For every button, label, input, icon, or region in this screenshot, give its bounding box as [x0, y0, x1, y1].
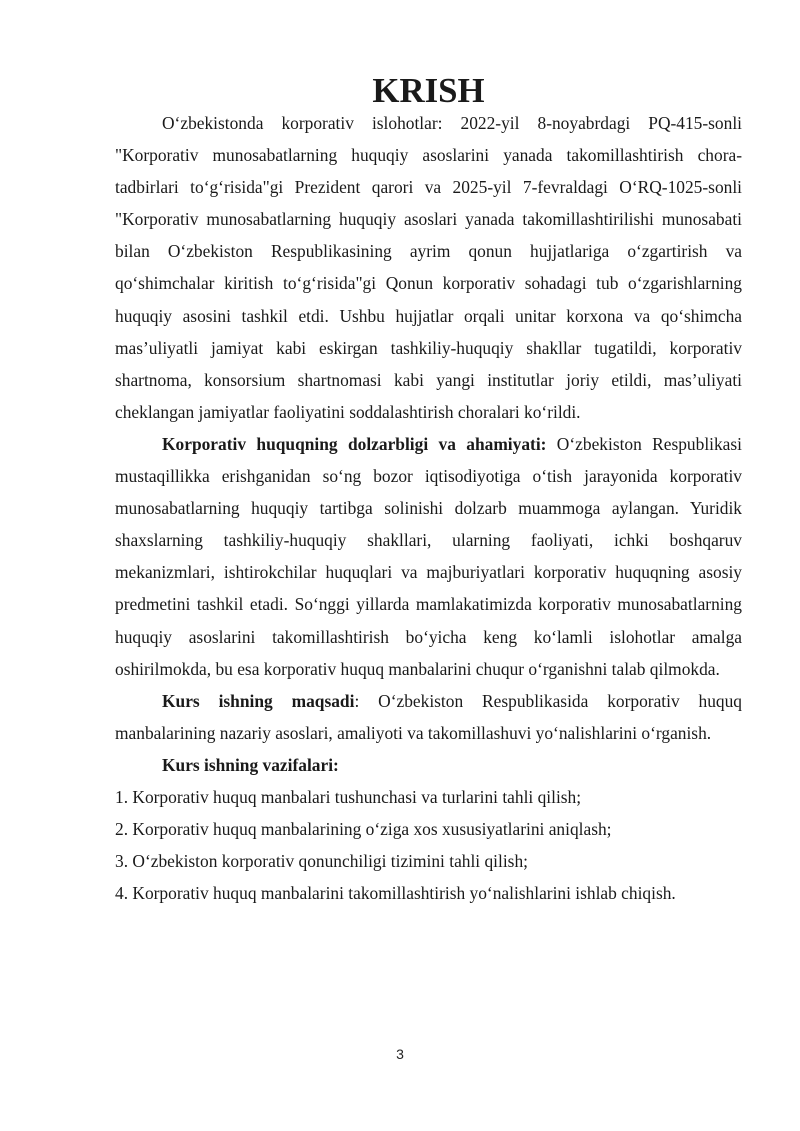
goal-label: Kurs ishning maqsadi: [162, 690, 355, 711]
relevance-label: Korporativ huquqning dolzarbligi va ahamiyati:: [162, 433, 547, 454]
section-title: KRISH: [372, 71, 485, 110]
task-item: 1. Korporativ huquq manbalari tushunchasi va turlarini tahli qilish;: [115, 786, 582, 807]
task-item: 4. Korporativ huquq manbalarini takomillashtirish yo‘nalishlarini ishlab chiqish.: [115, 883, 676, 904]
goal-text: : O‘zbekiston Respublikasida korporativ huquq manbalarining nazariy asoslari, amaliyoti va takomillashuvi yo‘nalishlarini o‘rganish.: [115, 690, 743, 743]
task-item: 2. Korporativ huquq manbalarining o‘ziga xos xususiyatlarini aniqlash;: [115, 819, 612, 840]
task-item: 3. O‘zbekiston korporativ qonunchiligi tizimini tahli qilish;: [115, 851, 528, 872]
relevance-text: O‘zbekiston Respublikasi mustaqillikka erishganidan so‘ng bozor iqtisodiyotiga o‘tish jarayonida korporativ munosabatlarning huquqiy tartibga solinishi dolzarb muammoga aylangan. Yuridik shaxslarning tashkiliy-huquqiy shakllari, ularning faoliyati, ichki boshqaruv mekanizmlari, ishtirokchilar huquqlari va majburiyatlari korporativ huquqning asosiy predmetini tashkil etadi. So‘nggi yillarda mamlakatimizda korporativ munosabatlarning huquqiy asoslarini takomillashtirish bo‘yicha keng ko‘lamli islohotlar amalga oshirilmokda, bu esa korporativ huquq manbalarini chuqur o‘rganishni talab qilmokda.: [115, 433, 743, 679]
document-body: [115, 71, 743, 909]
intro-paragraph: O‘zbekistonda korporativ islohotlar: 2022-yil 8-noyabrdagi PQ-415-sonli "Korporativ munosabatlarning huquqiy asoslarini yanada takomillashtirish chora-tadbirlari to‘g‘risida"gi Prezident qarori va 2025-yil 7-fevraldagi O‘RQ-1025-sonli "Korporativ munosabatlarning huquqiy asoslari yanada takomillashtirilishi munosabati bilan O‘zbekiston Respublikasining ayrim qonun hujjatlariga o‘zgartirish va qo‘shimchalar kiritish to‘g‘risida"gi Qonun korporativ sohadagi tub o‘zgarishlarning huquqiy asosini tashkil etdi. Ushbu hujjatlar orqali unitar korxona va qo‘shimcha mas’uliyatli jamiyat kabi eskirgan tashkiliy-huquqiy shakllar tugatildi, korporativ shartnoma, konsorsium shartnomasi kabi yangi institutlar joriy etildi, mas’uliyati cheklangan jamiyatlar faoliyatini soddalashtirish choralari ko‘rildi.: [115, 113, 742, 422]
page-number: 3: [396, 1046, 404, 1062]
goal-paragraph: [115, 685, 742, 749]
relevance-paragraph: [115, 428, 742, 685]
tasks-list: [115, 781, 742, 909]
tasks-heading: Kurs ishning vazifalari:: [162, 754, 339, 775]
